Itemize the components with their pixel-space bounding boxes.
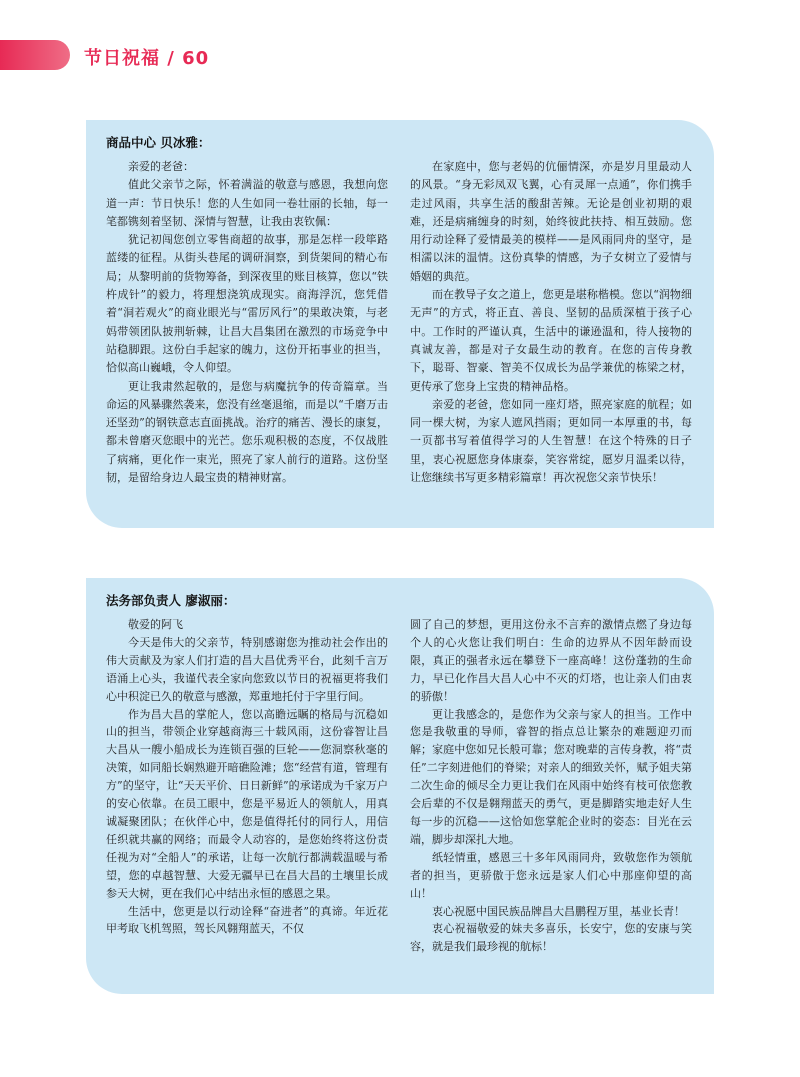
paragraph: 纸轻情重，感恩三十多年风雨同舟，致敬您作为领航者的担当，更骄傲于您永远是家人们心中那座仰望的高山！ bbox=[410, 850, 692, 900]
paragraph: 敬爱的阿飞 bbox=[128, 618, 183, 631]
right-column bbox=[410, 616, 692, 956]
left-column bbox=[106, 158, 388, 487]
paragraph: 更让我感念的，是您作为父亲与家人的担当。工作中您是我敬重的导师，睿智的指点总让繁杂的难题迎刃而解；家庭中您如兄长般可靠；您对晚辈的言传身教，将“责任”二字刻进他们的脊梁；对亲人的细致关怀，赋予姐夫第二次生命的倾尽全力更让我们在风雨中始终有枝可依您教会后辈的不仅是翱翔蓝天的勇气，更是脚踏实地走好人生每一步的沉稳——这恰如您掌舵企业时的姿态：目光在云端，脚步却深扎大地。 bbox=[410, 707, 692, 846]
paragraph: 亲爱的老爸，您如同一座灯塔，照亮家庭的航程；如同一棵大树，为家人遮风挡雨；更如同一本厚重的书，每一页都书写着值得学习的人生智慧！在这个特殊的日子里，衷心祝愿您身体康泰，笑容常绽，愿岁月温柔以待，让您继续书写更多精彩篇章！再次祝您父亲节快乐！ bbox=[410, 397, 692, 485]
paragraph: 今天是伟大的父亲节，特别感谢您为推动社会作出的伟大贡献及为家人们打造的昌大昌优秀平台，此刻千言万语涌上心头，我谨代表全家向您致以节日的祝福更将我们心中积淀已久的敬意与感激，郑重地托付于字里行间。 bbox=[106, 635, 388, 703]
paragraph: 亲爱的老爸： bbox=[128, 160, 194, 173]
author-name: 商品中心 贝冰雅： bbox=[106, 135, 211, 150]
paragraph: 值此父亲节之际，怀着满溢的敬意与感恩，我想向您道一声：节日快乐！您的人生如同一卷壮丽的长轴，每一笔都镌刻着坚韧、深情与智慧，让我由衷钦佩： bbox=[106, 178, 388, 228]
paragraph: 圆了自己的梦想，更用这份永不言弃的激情点燃了身边每个人的心火您让我们明白：生命的边界从不因年龄而设限，真正的强者永远在攀登下一座高峰！这份蓬勃的生命力，早已化作昌大昌人心中不灭的灯塔，也让亲人们由衷的骄傲！ bbox=[410, 618, 692, 703]
paragraph: 生活中，您更是以行动诠释“奋进者”的真谛。年近花甲考取飞机驾照，驾长风翱翔蓝天，不仅 bbox=[106, 904, 388, 936]
greeting-panel-1 bbox=[86, 120, 714, 528]
greeting-panel-2 bbox=[86, 578, 714, 994]
paragraph: 衷心祝福敬爱的妹夫多喜乐，长安宁，您的安康与笑容，就是我们最珍视的航标！ bbox=[410, 922, 692, 954]
right-column bbox=[410, 158, 692, 487]
paragraph: 而在教导子女之道上，您更是堪称楷模。您以“润物细无声”的方式，将正直、善良、坚韧的品质深植于孩子心中。工作时的严谨认真，生活中的谦逊温和，待人接物的真诚友善，都是对子女最生动的教育。在您的言传身教下，聪哥、智豪、智美不仅成长为品学兼优的栋梁之材，更传承了您身上宝贵的精神品格。 bbox=[410, 288, 692, 393]
page-header-title: 节日祝福 / 60 bbox=[84, 48, 210, 69]
left-column bbox=[106, 616, 388, 956]
header-accent-bar bbox=[0, 40, 70, 70]
paragraph: 犹记初闯您创立零售商超的故事，那是怎样一段筚路蓝缕的征程。从街头巷尾的调研洞察，到货架间的精心布局；从黎明前的货物筹备，到深夜里的账目核算，您以“铁杵成针”的毅力，将理想浇筑成现实。商海浮沉，您凭借着“洞若观火”的商业眼光与“雷厉风行”的果敢决策，与老妈带领团队披荆斩棘，让昌大昌集团在激烈的市场竞争中站稳脚跟。这份白手起家的魄力，这份开拓事业的担当，恰似高山巍峨，令人仰望。 bbox=[106, 233, 388, 375]
author-name: 法务部负责人 廖淑丽： bbox=[106, 593, 236, 608]
paragraph: 衷心祝愿中国民族品牌昌大昌鹏程万里，基业长青！ bbox=[432, 904, 685, 918]
paragraph: 作为昌大昌的掌舵人，您以高瞻远瞩的格局与沉稳如山的担当，带领企业穿越商海三十载风雨，这份睿智让昌大昌从一艘小船成长为连锁百强的巨轮——您洞察秋毫的决策，如同船长娴熟避开暗礁险滩；您“经营有道，管理有方”的坚守，让“天天平价、日日新鲜”的承诺成为千家万户的安心依靠。在员工眼中，您是平易近人的领航人，用真诚凝聚团队；在伙伴心中，您是值得托付的同行人，用信任织就共赢的网络；而最令人动容的，是您始终将这份责任视为对“全船人”的承诺，让每一次航行都满载温暖与希望，您的卓越智慧、大爱无疆早已在昌大昌的土壤里长成参天大树，更在我们心中结出永恒的感恩之果。 bbox=[106, 707, 388, 900]
paragraph: 更让我肃然起敬的，是您与病魔抗争的传奇篇章。当命运的风暴骤然袭来，您没有丝毫退缩，而是以“千磨万击还坚劲”的钢铁意志直面挑战。治疗的痛苦、漫长的康复，都未曾磨灭您眼中的光芒。您乐观积极的态度，不仅战胜了病痛，更化作一束光，照亮了家人前行的道路。这份坚韧，是留给身边人最宝贵的精神财富。 bbox=[106, 379, 388, 485]
paragraph: 在家庭中，您与老妈的伉俪情深，亦是岁月里最动人的风景。“身无彩凤双飞翼，心有灵犀一点通”，你们携手走过风雨，共享生活的酸甜苦辣。无论是创业初期的艰难，还是病痛缠身的时刻，始终彼此扶持、相互鼓励。您用行动诠释了爱情最美的模样——是风雨同舟的坚守，是相濡以沫的温情。这份真挚的情感，为子女树立了爱情与婚姻的典范。 bbox=[410, 160, 692, 283]
